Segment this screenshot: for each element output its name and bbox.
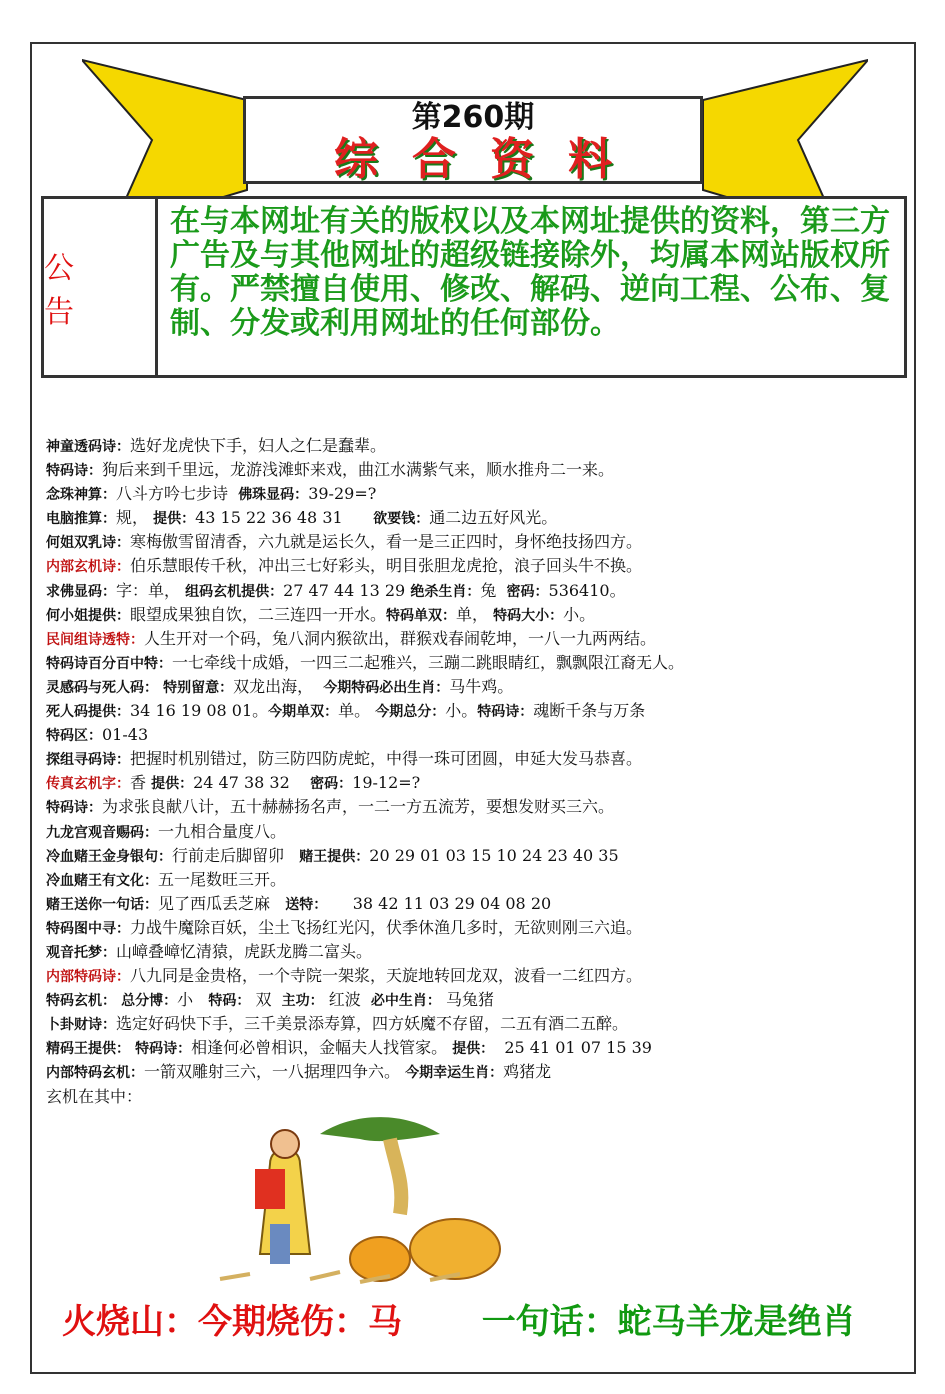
- tip-line: [46, 699, 906, 723]
- tip-text: 红波: [323, 990, 371, 1010]
- tip-line: [46, 530, 906, 554]
- tip-text: 小。: [445, 701, 478, 721]
- footer-left: 火烧山：今期烧伤：马: [62, 1302, 402, 1342]
- tip-line: [46, 603, 906, 627]
- notice-box: [41, 196, 907, 378]
- tip-text: 人生开对一个码，兔八洞内猴欲出，群猴戏春闹乾坤，一八一九两两结。: [144, 628, 657, 648]
- tip-text: 玄机在其中：: [46, 1086, 143, 1106]
- tip-label: 今期总分：: [375, 704, 446, 721]
- tip-text: 八九同是金贵格，一个寺院一架浆，天旋地转回龙双，波看一二红四方。: [130, 966, 643, 986]
- tip-label: 提供：: [452, 1041, 495, 1058]
- tip-line: [46, 747, 906, 771]
- tip-label: 灵感码与死人码：: [46, 679, 158, 696]
- tip-text: 20 29 01 03 15 10 24 23 40 35: [369, 845, 619, 865]
- tip-text: 小。: [563, 604, 596, 624]
- tip-label: 特码大小：: [493, 607, 564, 624]
- tip-text: 一箭双雕射三六，一八据理四争六。: [144, 1062, 406, 1082]
- right-ribbon-icon: [698, 40, 868, 200]
- tip-label: 内部玄机诗：: [46, 559, 130, 576]
- tip-text: 27 47 44 13 29: [283, 580, 411, 600]
- tip-line: [46, 844, 906, 868]
- tip-label: 探组寻码诗：: [46, 752, 130, 769]
- tip-label: 特别留意：: [163, 679, 234, 696]
- tip-text: 伯乐慧眼传千秋，冲出三七好彩头，明目张胆龙虎抢，浪子回头牛不换。: [130, 556, 643, 576]
- tip-label: 今期单双：: [268, 704, 339, 721]
- tip-label: 观音托梦：: [46, 944, 116, 961]
- tip-text: 行前走后脚留卯: [172, 845, 300, 865]
- tip-text: 38 42 11 03 29 04 08 20: [327, 893, 552, 913]
- tip-label: 主功：: [281, 993, 324, 1010]
- tip-line: [46, 868, 906, 892]
- tip-line: [46, 554, 906, 578]
- tip-label: 送特：: [285, 896, 328, 913]
- tip-text: 马牛鸡。: [449, 676, 514, 696]
- tip-label: 精码王提供：: [46, 1041, 130, 1058]
- notice-text: 在与本网址有关的版权以及本网址提供的资料，第三方广告及与其他网址的超级链接除外，均属本网站版权所有。严禁擅自使用、修改、解码、逆向工程、公布、复制、分发或利用网址的任何部份。: [170, 204, 890, 341]
- tip-label: 赌王送你一句话：: [46, 896, 158, 913]
- tip-label: 欲要钱：: [373, 511, 430, 528]
- tip-text: 单。: [338, 701, 376, 721]
- tip-text: 兔: [480, 580, 507, 600]
- tip-label: 今期特码必出生肖：: [323, 679, 450, 696]
- tip-label: 密码：: [506, 583, 549, 600]
- tip-line: [46, 482, 906, 506]
- tip-label: 组码玄机提供：: [185, 583, 284, 600]
- tip-line: [46, 892, 906, 916]
- tip-text: 19-12=?: [352, 773, 421, 793]
- tips-list: [46, 434, 906, 1109]
- tip-label: 特码区：: [46, 728, 102, 745]
- tip-line: [46, 434, 906, 458]
- tip-label: 绝杀生肖：: [410, 583, 481, 600]
- tip-line: [46, 651, 906, 675]
- tip-label: 特码：: [208, 993, 251, 1010]
- tip-text: 34 16 19 08 01。: [130, 701, 269, 721]
- tip-text: 通二边五好风光。: [429, 508, 558, 528]
- notice-label: 公 告: [44, 199, 158, 375]
- tip-label: 卜卦财诗：: [46, 1017, 116, 1034]
- tip-label: 提供：: [151, 776, 194, 793]
- page-title: 综合资料: [334, 134, 646, 185]
- tip-label: 特码诗：: [46, 463, 102, 480]
- title-box: [243, 96, 703, 184]
- tip-line: [46, 795, 906, 819]
- tip-text: 39-29=?: [308, 484, 377, 504]
- tip-line: [46, 988, 906, 1012]
- tip-label: 特码诗：: [477, 704, 534, 721]
- tip-text: 字：单，: [116, 580, 186, 600]
- tip-label: 内部特码玄机：: [46, 1065, 144, 1082]
- tip-label: 何小姐提供：: [46, 607, 130, 624]
- tip-label: 九龙宫观音赐码：: [46, 824, 158, 841]
- tip-label: 念珠神算：: [46, 487, 116, 504]
- tip-text: 为求张良献八计，五十赫赫扬名声，一二一方五流芳，要想发财买三六。: [102, 797, 615, 817]
- tip-label: 必中生肖：: [370, 993, 441, 1010]
- tip-line: [46, 771, 906, 795]
- tip-text: 选定好码快下手，三千美景添寿算，四方妖魔不存留，二五有酒二五醉。: [116, 1014, 629, 1034]
- tip-text: 寒梅傲雪留清香，六九就是运长久，看一是三正四时，身怀绝技扬四方。: [130, 532, 643, 552]
- tip-text: 一九相合量度八。: [158, 821, 287, 841]
- tip-text: 五一尾数旺三开。: [158, 869, 287, 889]
- tip-text: 八斗方吟七步诗: [116, 484, 239, 504]
- tip-line: [46, 820, 906, 844]
- tip-text: 25 41 01 07 15 39: [494, 1038, 652, 1058]
- tip-text: 香: [130, 773, 152, 793]
- tip-line: [46, 916, 906, 940]
- tip-line: [46, 723, 906, 747]
- sage-illustration-icon: [210, 1104, 510, 1288]
- tip-text: 43 15 22 36 48 31: [195, 508, 374, 528]
- tip-label: 求佛显码：: [46, 583, 116, 600]
- tip-text: 力战牛魔除百妖，尘土飞扬红光闪，伏季休渔几多时，无欲则刚三六追。: [130, 917, 643, 937]
- tip-label: 特码诗百分百中特：: [46, 655, 172, 672]
- left-ribbon-icon: [82, 40, 252, 200]
- footer-right: 一句话：蛇马羊龙是绝肖: [481, 1302, 856, 1342]
- tip-text: 魂断千条与万条: [533, 701, 646, 721]
- tip-label: 特码诗：: [135, 1041, 192, 1058]
- tip-label: 特码图中寻：: [46, 920, 130, 937]
- tip-text: 双: [250, 990, 282, 1010]
- tip-line: [46, 940, 906, 964]
- tip-label: 神童透码诗：: [46, 439, 130, 455]
- tip-text: 一七牵线十成婚，一四三二起雅兴，三蹦二跳眼睛红，飘飘限江裔无人。: [172, 652, 685, 672]
- tip-label: 佛珠显码：: [238, 487, 309, 504]
- tip-label: 内部特码诗：: [46, 969, 130, 986]
- tip-label: 何姐双乳诗：: [46, 535, 130, 552]
- tip-label: 特码诗：: [46, 800, 102, 817]
- tip-label: 总分博：: [121, 993, 178, 1010]
- tip-label: 死人码提供：: [46, 704, 130, 721]
- tip-line: [46, 627, 906, 651]
- tip-label: 电脑推算：: [46, 511, 116, 528]
- tip-label: 提供：: [153, 511, 196, 528]
- tip-text: 把握时机别错过，防三防四防虎蛇，中得一珠可团圆，申延大发马恭喜。: [130, 749, 643, 769]
- tip-text: 山嶂叠嶂忆清猿，虎跃龙腾二富头。: [116, 941, 373, 961]
- tip-text: 狗后来到千里远，龙游浅滩虾来戏，曲江水满紫气来，顺水推舟二一来。: [102, 460, 615, 480]
- tip-label: 民间组诗透特：: [46, 631, 144, 648]
- tip-text: 见了西瓜丢芝麻: [158, 893, 286, 913]
- tip-label: 赌王提供：: [299, 848, 370, 865]
- tip-label: 特码单双：: [386, 607, 457, 624]
- tip-line: [46, 458, 906, 482]
- tip-text: 眼望成果独自饮，二三连四一开水。: [130, 604, 387, 624]
- tip-label: 冷血赌王金身银句：: [46, 848, 172, 865]
- tip-text: 小: [177, 990, 209, 1010]
- tip-text: 单，: [456, 604, 494, 624]
- tip-text: 01-43: [102, 725, 149, 745]
- tip-text: 相逢何必曾相识，金幅夫人找管家。: [191, 1038, 453, 1058]
- tip-text: 536410。: [548, 580, 626, 600]
- tip-text: 鸡猪龙: [503, 1062, 552, 1082]
- tip-text: 规，: [116, 508, 154, 528]
- tip-label: 传真玄机字：: [46, 776, 130, 793]
- tip-line: [46, 1012, 906, 1036]
- tip-line: [46, 1036, 906, 1060]
- tip-text: 双龙出海，: [233, 676, 324, 696]
- tip-text: 选好龙虎快下手，妇人之仁是蠢辈。: [130, 436, 387, 455]
- tip-line: [46, 675, 906, 699]
- tip-label: 冷血赌王有文化：: [46, 872, 158, 889]
- issue-number: 第260期: [411, 100, 535, 135]
- footer: [62, 1294, 856, 1343]
- tip-label: 密码：: [310, 776, 353, 793]
- tip-line: [46, 1060, 906, 1084]
- tip-label: 今期幸运生肖：: [405, 1065, 504, 1082]
- tip-label: 特码玄机：: [46, 993, 116, 1010]
- tip-line: [46, 506, 906, 530]
- tip-text: 24 47 38 32: [193, 773, 311, 793]
- tip-line: [46, 579, 906, 603]
- tip-text: 马兔猪: [440, 990, 494, 1010]
- tip-line: [46, 964, 906, 988]
